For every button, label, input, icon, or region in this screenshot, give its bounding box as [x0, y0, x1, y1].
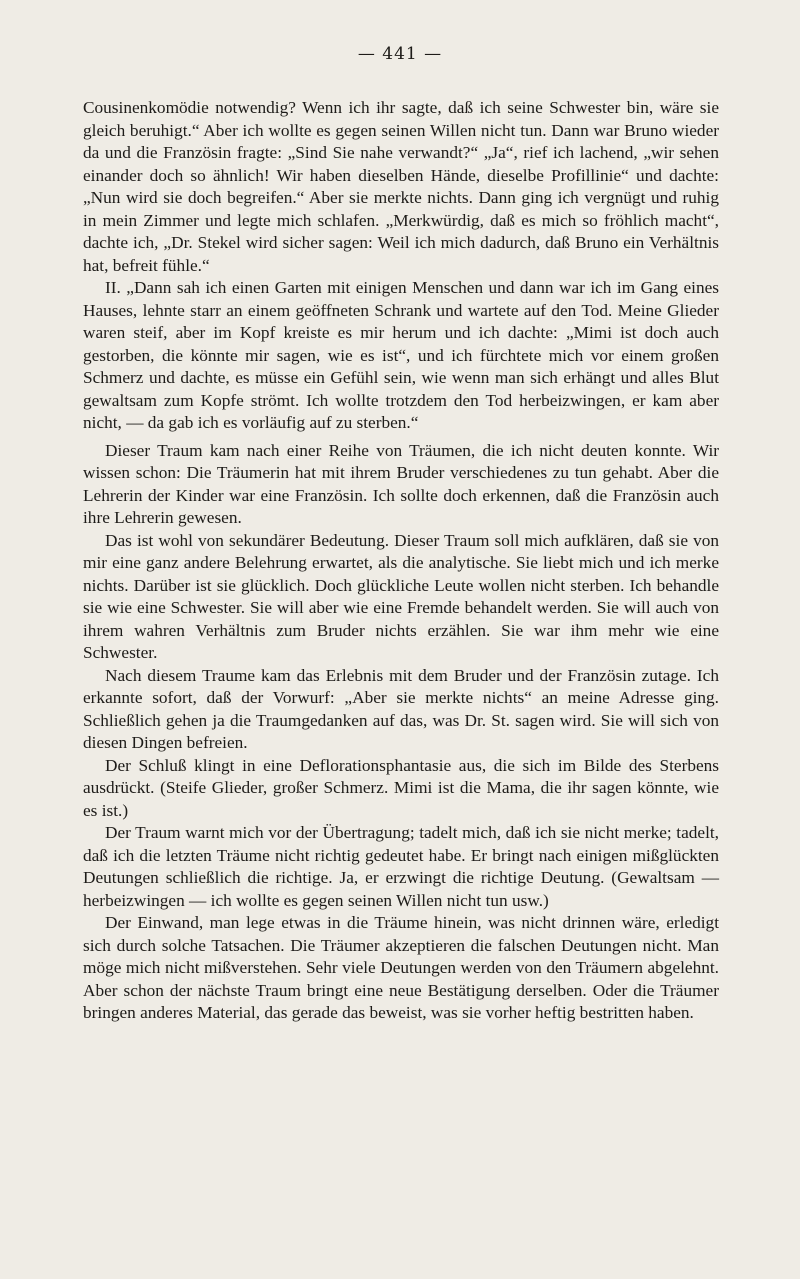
paragraph: Der Einwand, man lege etwas in die Träume hinein, was nicht drinnen wäre, erledigt sich durch solche Tatsachen. Die Träumer akzeptieren die falschen Deutungen nicht. Man möge mich nicht mißverstehen. Sehr viele Deutungen werden von den Träumern abgelehnt. Aber schon der nächste Traum bringt eine neue Bestätigung derselben. Oder die Träumer bringen anderes Material, das gerade das beweist, was sie vorher heftig bestritten haben. — [83, 913, 719, 1022]
paragraph: Der Schluß klingt in eine Deflorationsphantasie aus, die sich im Bilde des Sterbens ausdrückt. (Steife Glieder, großer Schmerz. Mimi ist die Mama, die ihr sagen könnte, wie es ist.) — [83, 755, 719, 820]
body-text — [83, 97, 719, 1025]
paragraph: Der Traum warnt mich vor der Übertragung; tadelt mich, daß ich sie nicht merke; tadelt, daß ich die letzten Träume nicht richtig gedeutet habe. Er bringt nach einigen mißglückten Deutungen schließlich die richtige. Ja, er erzwingt die richtige Deutung. (Gewaltsam — herbeizwingen — ich wollte es gegen seinen Willen nicht tun usw.) — [83, 823, 719, 910]
paragraph: Cousinenkomödie notwendig? Wenn ich ihr sagte, daß ich seine Schwester bin, wäre sie gleich beruhigt.“ Aber ich wollte es gegen seinen Willen nicht tun. Dann war Bruno wieder da und die Französin fragte: „Sind Sie nahe verwandt?“ „Ja“, rief ich lachend, „wir sehen einander doch so ähnlich! Wir haben dieselben Hände, dieselbe Profillinie“ und dachte: „Nun wird sie doch begreifen.“ Aber sie merkte nichts. Dann ging ich vergnügt und ruhig in mein Zimmer und legte mich schlafen. „Merkwürdig, daß es mich so fröhlich macht“, dachte ich, „Dr. Stekel wird sicher sagen: Weil ich mich dadurch, daß Bruno ein Verhältnis hat, befreit fühle.“ — [83, 98, 719, 275]
paragraph: Nach diesem Traume kam das Erlebnis mit dem Bruder und der Französin zutage. Ich erkannte sofort, daß der Vorwurf: „Aber sie merkte nichts“ an meine Adresse ging. Schließlich gehen ja die Traumgedanken auf das, was Dr. St. sagen wird. Sie will sich von diesen Dingen befreien. — [83, 665, 719, 752]
paragraph: Dieser Traum kam nach einer Reihe von Träumen, die ich nicht deuten konnte. Wir wissen schon: Die Träumerin hat mit ihrem Bruder verschiedenes zu tun gehabt. Aber die Lehrerin der Kinder war eine Französin. Ich sollte doch erkennen, daß die Französin auch ihre Lehrerin gewesen. — [83, 440, 719, 527]
page-number: — 441 — — [357, 44, 443, 64]
paragraph: Das ist wohl von sekundärer Bedeutung. Dieser Traum soll mich aufklären, daß sie von mir eine ganz andere Belehrung erwartet, als die analytische. Sie liebt mich und ich merke nichts. Darüber ist sie glücklich. Doch glückliche Leute wollen nicht sterben. Ich behandle sie wie eine Schwester. Sie will aber wie eine Fremde behandelt werden. Sie will auch von ihrem wahren Verhältnis zum Bruder nichts erzählen. Sie war ihm mehr wie eine Schwester. — [83, 530, 719, 662]
paragraph: II. „Dann sah ich einen Garten mit einigen Menschen und dann war ich im Gang eines Hauses, lehnte starr an einem geöffneten Schrank und wartete auf den Tod. Meine Glieder waren steif, aber im Kopf kreiste es mir herum und ich dachte: „Mimi ist doch auch gestorben, die könnte mir sagen, wie es ist“, und ich fürchtete mich vor einem großen Schmerz und dachte, es müsse ein Gefühl sein, wie wenn man sich erhängt und alles Blut gewaltsam zum Kopfe strömt. Ich wollte trotzdem den Tod herbeizwingen, er kam aber nicht, — da gab ich es vorläufig auf zu sterben.“ — [83, 278, 719, 432]
